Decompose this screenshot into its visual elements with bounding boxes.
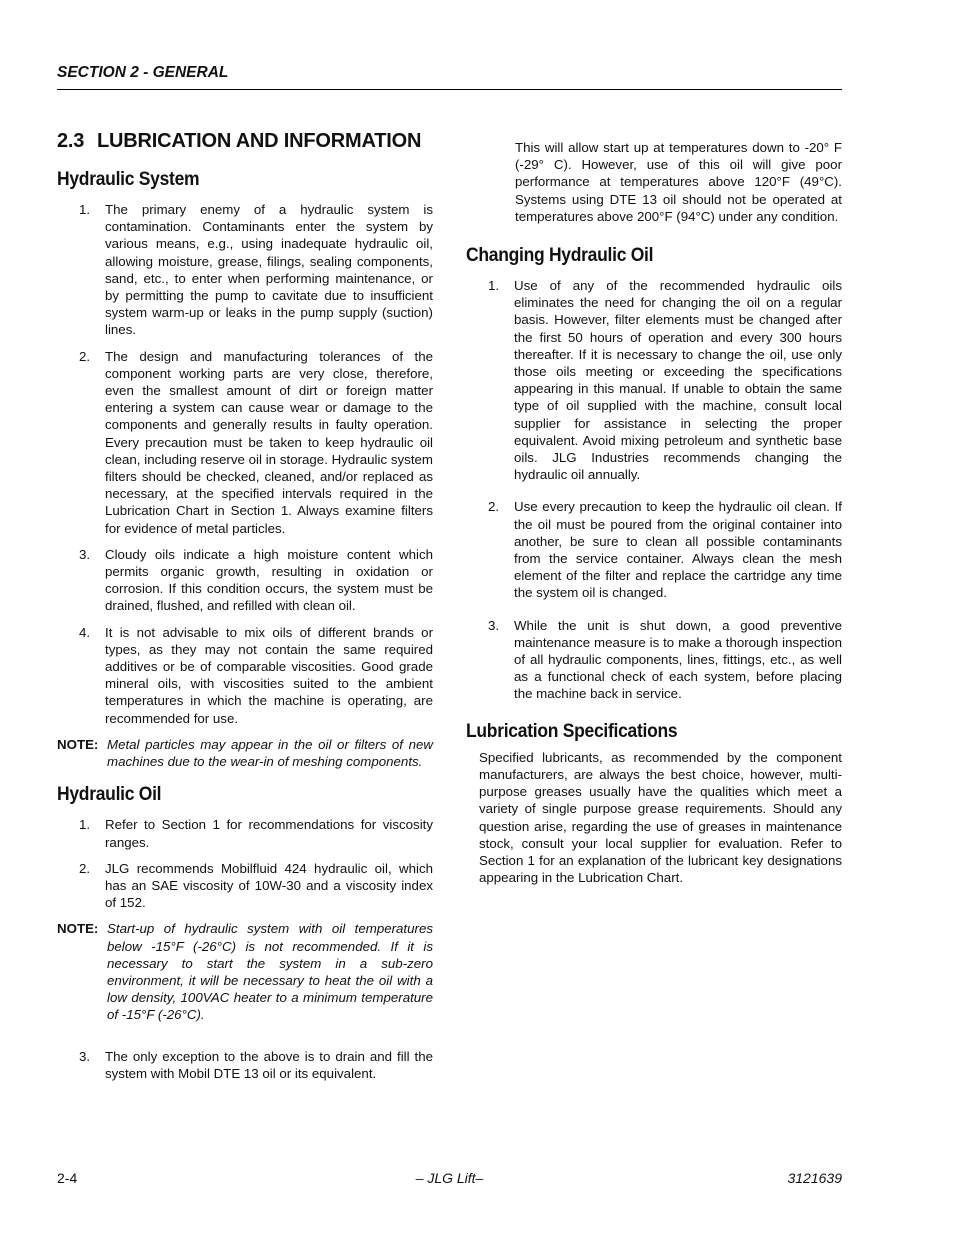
hydraulic-oil-list	[57, 816, 433, 911]
item-number: 1.	[79, 817, 91, 833]
hydraulic-system-list	[57, 201, 433, 727]
note-label: NOTE:	[57, 921, 99, 937]
list-item	[466, 498, 842, 601]
list-item	[57, 348, 433, 537]
main-heading	[57, 130, 433, 153]
changing-oil-list	[466, 277, 842, 703]
list-item	[57, 201, 433, 339]
list-item	[466, 277, 842, 483]
changing-oil-heading: Changing Hydraulic Oil	[466, 245, 654, 267]
hydraulic-system-heading: Hydraulic System	[57, 169, 200, 190]
item-number: 3.	[79, 546, 91, 562]
note	[57, 736, 433, 770]
left-column	[57, 130, 433, 1091]
item-text: JLG recommends Mobilfluid 424 hydraulic oil, which has an SAE viscosity of 10W-30 and a viscosity index of 152.	[105, 860, 433, 911]
item-number: 1.	[488, 278, 500, 294]
item-text: The primary enemy of a hydraulic system is contamination. Contaminants enter the system by various means, e.g., using inadequate hydraulic oil, allowing moisture, grease, filings, sealing components, sand, etc., to enter when performing maintenance, or by permitting the pump to cavitate due to insufficient system warm-up or leaks in the pump supply (suction) lines.	[105, 202, 433, 338]
item-text: Cloudy oils indicate a high moisture content which permits organic growth, resulting in oxidation or corrosion. If this condition occurs, the system must be drained, flushed, and refilled with clean oil.	[105, 546, 433, 614]
item-text: While the unit is shut down, a good preventive maintenance measure is to make a thorough inspection of all hydraulic components, lines, fittings, etc., as well as a functional check of each system, before placing the machine back in service.	[514, 617, 842, 702]
page-number: 2-4	[57, 1170, 78, 1186]
item-text: It is not advisable to mix oils of different brands or types, as they may not contain the same required additives or be of comparable viscosities. Good grade mineral oils, with viscosities suited to the ambient temperatures in which the machine is operating, are recommended for use.	[105, 624, 433, 726]
item-text: Use of any of the recommended hydraulic oils eliminates the need for changing the oil on a regular basis. However, filter elements must be changed after the first 50 hours of operation and every 300 hours thereafter. If it is necessary to change the oil, use only those oils meeting or exceeding the specifications appearing in this manual. If unable to obtain the same type of oil supplied with the machine, consult local supplier for assistance in selecting the proper equivalent. Avoid mixing petroleum and synthetic base oils. JLG Industries recommends changing the hydraulic oil annually.	[514, 278, 842, 483]
item-text: Use every precaution to keep the hydraulic oil clean. If the oil must be poured from the original container into another, be sure to clean all possible contaminants from the service container. Always clean the mesh element of the filter and replace the cartridge any time the system oil is changed.	[514, 499, 842, 601]
item-number: 3.	[488, 617, 500, 633]
hydraulic-oil-heading: Hydraulic Oil	[57, 784, 162, 806]
item-number: 4.	[79, 624, 91, 640]
list-item	[57, 624, 433, 727]
section-header: SECTION 2 - GENERAL	[57, 64, 229, 81]
item-text: The only exception to the above is to drain and fill the system with Mobil DTE 13 oil or its equivalent.	[105, 1048, 433, 1081]
list-item	[466, 617, 842, 703]
item-text: The design and manufacturing tolerances of the component working parts are very close, therefore, even the smallest amount of dirt or foreign matter entering a system can cause wear or damage to the components and generally results in faulty operation. Every precaution must be taken to keep hydraulic oil clean, including reserve oil in storage. Hydraulic system filters should be checked, cleaned, and/or replaced as necessary, at the specified intervals required in the Lubrication Chart in Section 1. Always examine filters for evidence of metal particles.	[105, 348, 433, 536]
item-continuation: This will allow start up at temperatures down to -20° F (-29° C). However, use of this oil will give poor performance at temperatures above 120°F (49°C). Systems using DTE 13 oil should not be operated at temperatures above 200°F (94°C) under any condition.	[515, 140, 842, 224]
list-item	[57, 1048, 433, 1082]
lubrication-specs-paragraph: Specified lubricants, as recommended by the component manufacturers, are always the best choice, however, multi-purpose greases usually have the qualities which meet a variety of single purpose grease requirements. Should any question arise, regarding the use of greases in maintenance stock, consult your local supplier for evaluation. Refer to Section 1 for an explanation of the lubricant key designations appearing in the Lubrication Chart.	[479, 749, 842, 886]
item-number: 2.	[488, 499, 500, 515]
document-number: 3121639	[787, 1170, 842, 1186]
right-column	[466, 135, 842, 898]
note-text: Start-up of hydraulic system with oil temperatures below -15°F (-26°C) is not recommended. If it is necessary to start the system in a sub-zero environment, it will be necessary to heat the oil with a low density, 100VAC heater to a minimum temperature of -15°F (-26°C).	[107, 921, 433, 1023]
item-text: Refer to Section 1 for recommendations for viscosity ranges.	[105, 817, 433, 850]
item-number: 2.	[79, 348, 91, 364]
main-heading-number: 2.3	[57, 130, 85, 152]
header-rule	[57, 89, 842, 90]
note-label: NOTE:	[57, 736, 99, 752]
main-heading-title: LUBRICATION AND INFORMATION	[97, 130, 422, 152]
list-item	[57, 546, 433, 615]
item-number: 2.	[79, 860, 91, 876]
footer-brand: – JLG Lift–	[415, 1170, 484, 1186]
item-number: 3.	[79, 1048, 91, 1064]
hydraulic-oil-list-cont	[57, 1048, 433, 1082]
list-item	[57, 860, 433, 912]
note	[57, 920, 433, 1023]
lubrication-specs-heading: Lubrication Specifications	[466, 720, 678, 742]
note-text: Metal particles may appear in the oil or filters of new machines due to the wear-in of meshing components.	[107, 736, 433, 770]
list-item	[57, 816, 433, 850]
item-number: 1.	[79, 202, 91, 217]
